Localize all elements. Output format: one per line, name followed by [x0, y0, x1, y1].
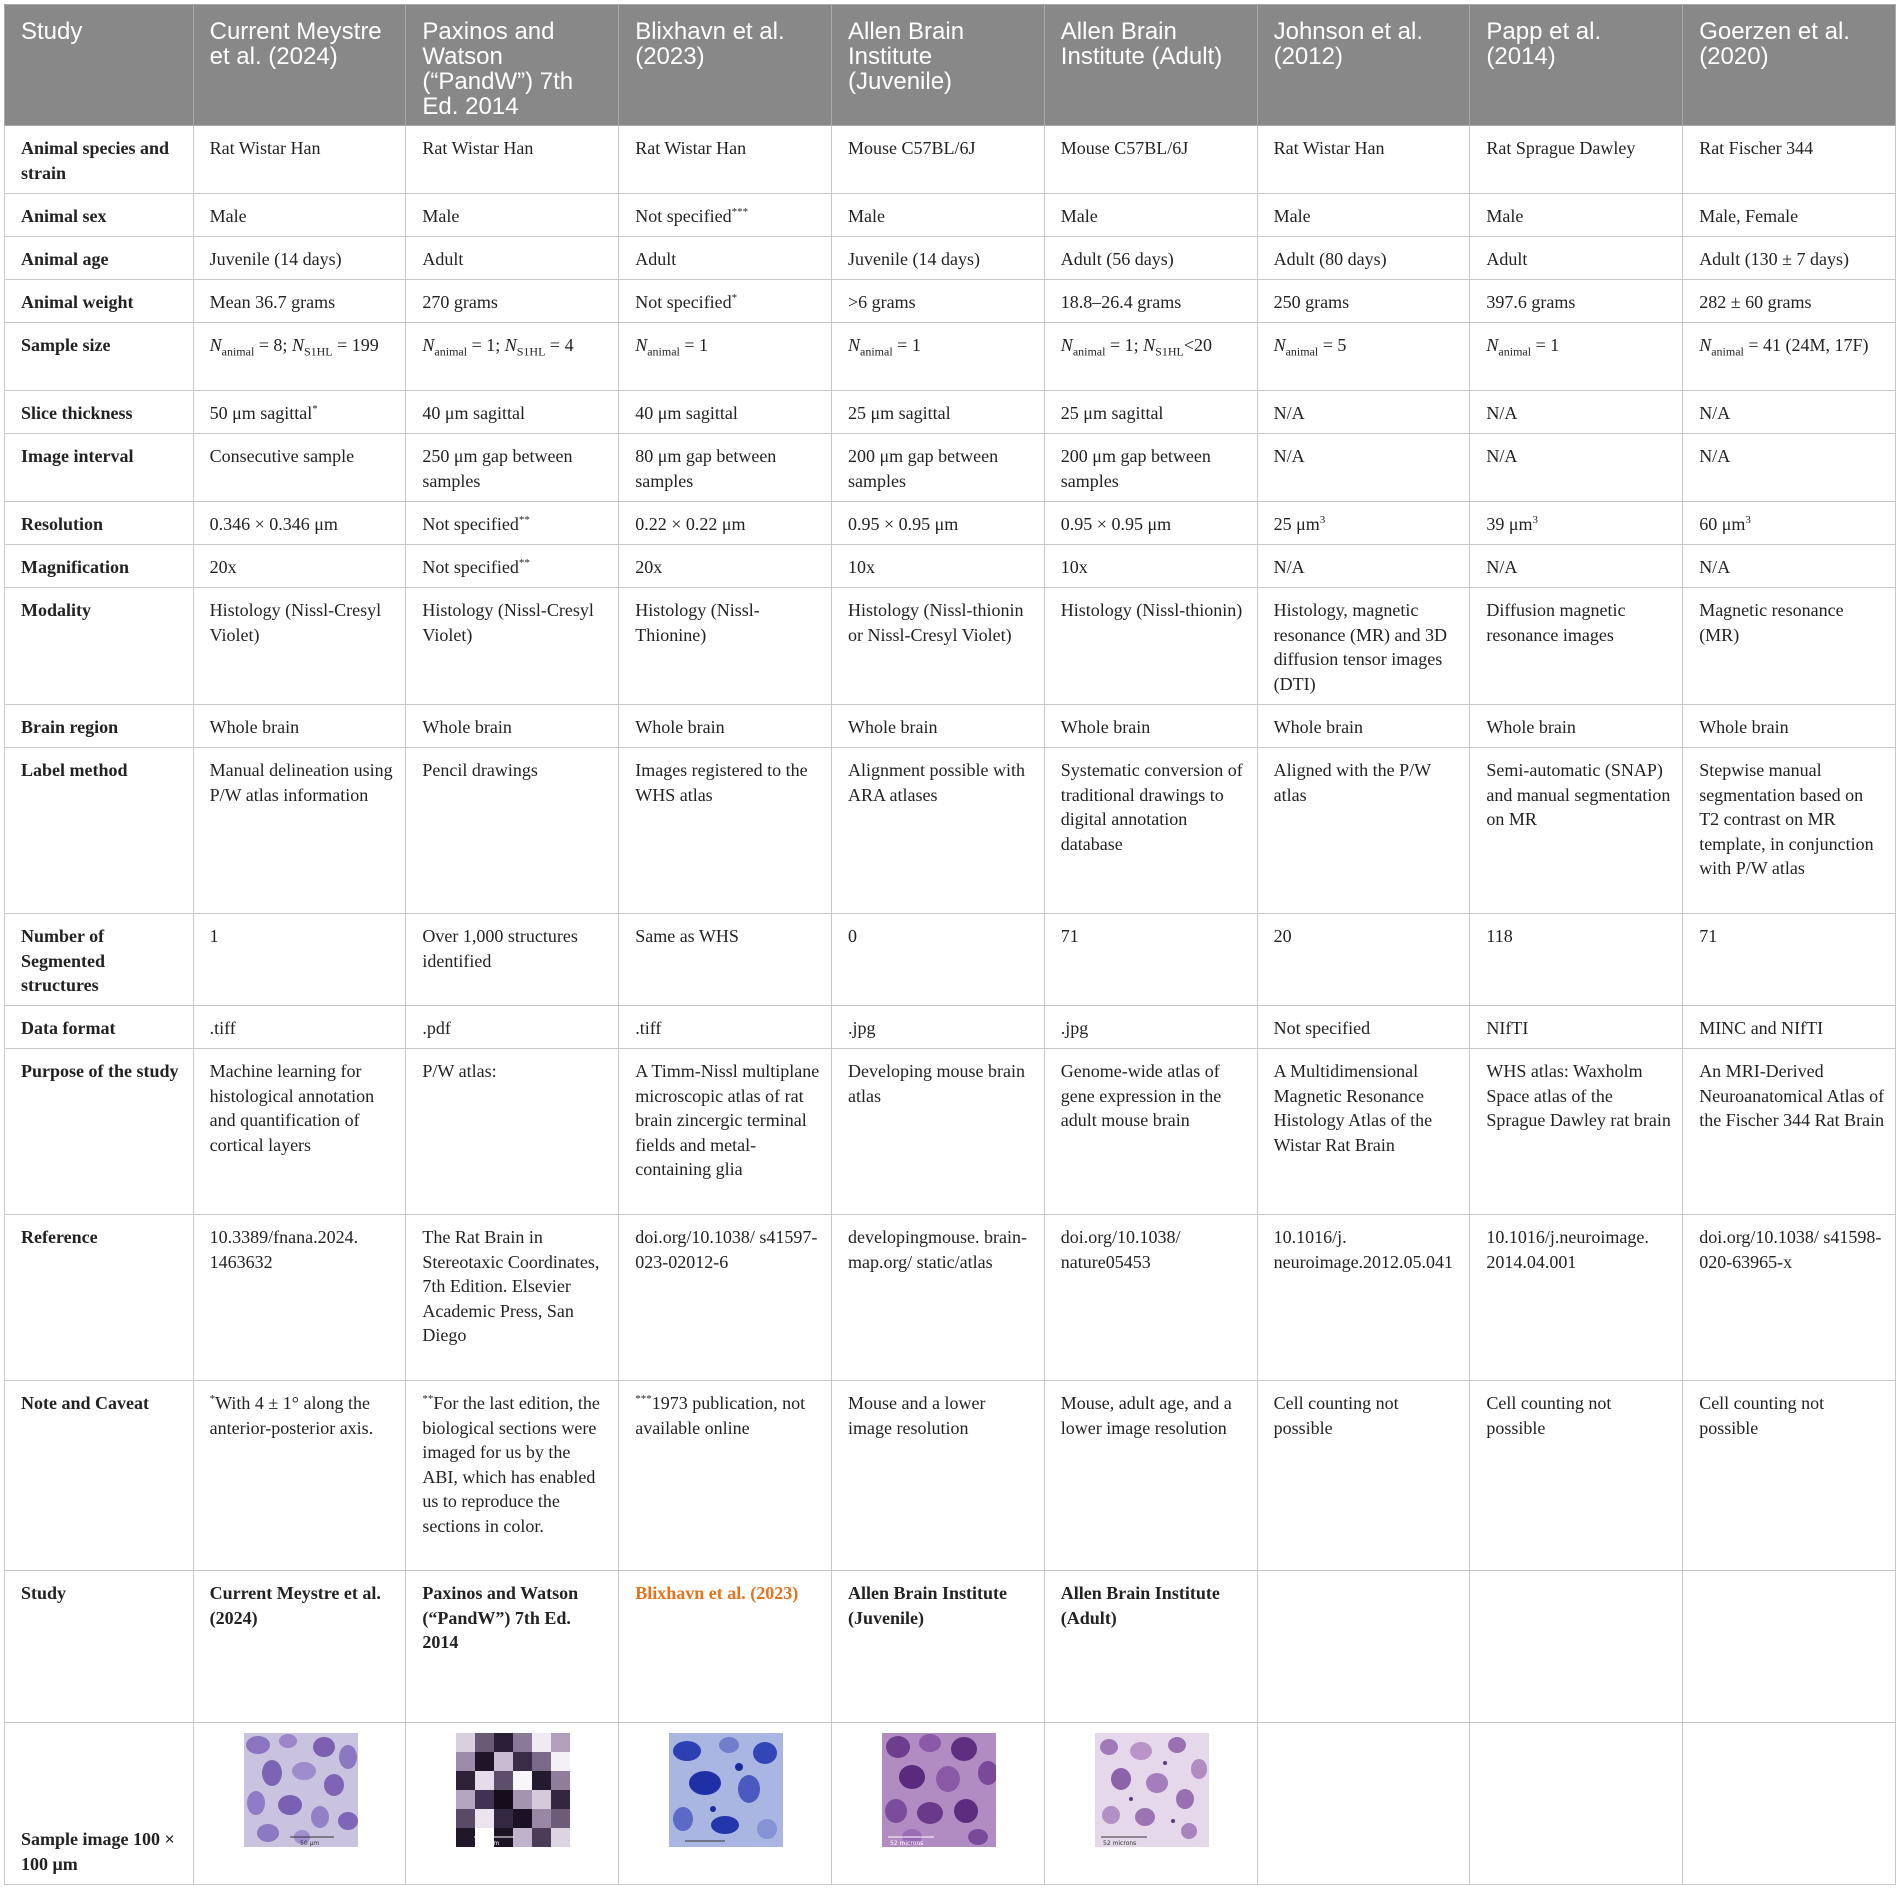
row-label: Animal species and strain: [5, 126, 194, 194]
table-cell: 282 ± 60 grams: [1683, 280, 1896, 323]
table-cell: 10x: [832, 545, 1045, 588]
table-cell: Whole brain: [619, 705, 832, 748]
table-cell: 71: [1044, 914, 1257, 1006]
row-label: Resolution: [5, 502, 194, 545]
table-cell-empty: [1683, 1723, 1896, 1885]
header-cell-allen-juvenile: Allen Brain Institute (Juvenile): [832, 5, 1045, 126]
table-row: [5, 391, 1896, 434]
cell-text: 1973 publication, not available online: [635, 1393, 806, 1438]
reference-cell[interactable]: doi.org/10.1038/ nature05453: [1044, 1215, 1257, 1381]
comparison-table: [4, 4, 1896, 1885]
table-row: [5, 914, 1896, 1006]
table-cell: .jpg: [1044, 1006, 1257, 1049]
table-cell: Paxinos and Watson (“PandW”) 7th Ed. 2014: [406, 1571, 619, 1723]
table-cell: [406, 502, 619, 545]
header-cell-blixhavn: Blixhavn et al. (2023): [619, 5, 832, 126]
table-cell: [619, 280, 832, 323]
table-cell: Male: [1470, 194, 1683, 237]
table-cell: 40 μm sagittal: [619, 391, 832, 434]
table-cell: A Timm-Nissl multiplane microscopic atlas of rat brain zincergic terminal fields and metal-containing glia: [619, 1049, 832, 1215]
table-cell: [1044, 1723, 1257, 1885]
table-cell: [1683, 502, 1896, 545]
superscript: 3: [1532, 514, 1539, 526]
table-cell: [1683, 323, 1896, 391]
table-cell: Allen Brain Institute (Juvenile): [832, 1571, 1045, 1723]
table-cell: Juvenile (14 days): [193, 237, 406, 280]
table-cell: 250 μm gap between samples: [406, 434, 619, 502]
cell-text: 60 μm: [1699, 514, 1746, 534]
row-label: Animal sex: [5, 194, 194, 237]
reference-cell: The Rat Brain in Stereotaxic Coordinates, 7th Edition. Elsevier Academic Press, San Diego: [406, 1215, 619, 1381]
table-cell: 270 grams: [406, 280, 619, 323]
table-row: [5, 748, 1896, 914]
cell-text: = 1;: [1105, 335, 1144, 355]
cell-text: = 1: [679, 335, 709, 355]
row-label: Animal weight: [5, 280, 194, 323]
cell-text: Not specified: [635, 206, 732, 226]
cell-text: = 1: [892, 335, 921, 355]
table-cell: Machine learning for histological annotation and quantification of cortical layers: [193, 1049, 406, 1215]
table-cell: Mouse and a lower image resolution: [832, 1381, 1045, 1571]
n-symbol: N: [635, 335, 648, 355]
table-cell: Developing mouse brain atlas: [832, 1049, 1045, 1215]
footnote-mark: *: [209, 1393, 216, 1405]
n-symbol: N: [209, 335, 222, 355]
table-cell: [193, 1723, 406, 1885]
table-row: [5, 237, 1896, 280]
table-cell: [406, 545, 619, 588]
table-cell: 200 μm gap between samples: [1044, 434, 1257, 502]
n-symbol: N: [1143, 335, 1156, 355]
table-row: [5, 126, 1896, 194]
n-symbol: N: [422, 335, 435, 355]
table-row: [5, 588, 1896, 705]
table-cell: Mouse C57BL/6J: [1044, 126, 1257, 194]
table-cell-empty: [1470, 1723, 1683, 1885]
subscript: animal: [860, 344, 893, 359]
table-cell: 0.346 × 0.346 μm: [193, 502, 406, 545]
table-cell: 20: [1257, 914, 1470, 1006]
n-symbol: N: [1273, 335, 1286, 355]
table-header-row: [5, 5, 1896, 126]
table-cell: >6 grams: [832, 280, 1045, 323]
scale-bar-label: 52 microns: [1102, 1840, 1137, 1847]
table-cell: Histology (Nissl-Cresyl Violet): [193, 588, 406, 705]
table-cell: [193, 323, 406, 391]
cell-text: = 199: [332, 335, 379, 355]
table-cell: N/A: [1470, 391, 1683, 434]
subscript: S1HL: [1155, 344, 1184, 359]
table-row: [5, 434, 1896, 502]
table-cell: A Multidimensional Magnetic Resonance Histology Atlas of the Wistar Rat Brain: [1257, 1049, 1470, 1215]
table-cell: Whole brain: [832, 705, 1045, 748]
reference-cell[interactable]: 10.3389/fnana.2024. 1463632: [193, 1215, 406, 1381]
table-cell: An MRI-Derived Neuroanatomical Atlas of the Fischer 344 Rat Brain: [1683, 1049, 1896, 1215]
row-label: Purpose of the study: [5, 1049, 194, 1215]
table-cell: Diffusion magnetic resonance images: [1470, 588, 1683, 705]
header-cell-allen-adult: Allen Brain Institute (Adult): [1044, 5, 1257, 126]
table-cell: Male: [1044, 194, 1257, 237]
sample-image-paxinos: [456, 1733, 570, 1847]
sample-image-row: [5, 1723, 1896, 1885]
table-cell: Whole brain: [406, 705, 619, 748]
table-cell: Rat Fischer 344: [1683, 126, 1896, 194]
header-cell-johnson: Johnson et al. (2012): [1257, 5, 1470, 126]
table-cell: [1470, 1571, 1683, 1723]
study-link-blixhavn[interactable]: Blixhavn et al. (2023): [619, 1571, 832, 1723]
table-cell: Manual delineation using P/W atlas information: [193, 748, 406, 914]
table-cell: 71: [1683, 914, 1896, 1006]
reference-cell[interactable]: developingmouse. brain-map.org/ static/atlas: [832, 1215, 1045, 1381]
table-cell: Male: [406, 194, 619, 237]
reference-cell[interactable]: doi.org/10.1038/ s41598-020-63965-x: [1683, 1215, 1896, 1381]
row-label: Label method: [5, 748, 194, 914]
histology-image-thionin: [882, 1733, 996, 1847]
table-cell: Cell counting not possible: [1257, 1381, 1470, 1571]
n-symbol: N: [848, 335, 861, 355]
table-cell: P/W atlas:: [406, 1049, 619, 1215]
table-cell: Cell counting not possible: [1470, 1381, 1683, 1571]
table-cell: Images registered to the WHS atlas: [619, 748, 832, 914]
table-cell: Whole brain: [1044, 705, 1257, 748]
n-symbol: N: [291, 335, 304, 355]
row-label: Sample size: [5, 323, 194, 391]
superscript: 3: [1745, 514, 1751, 526]
cell-text: <20: [1183, 335, 1212, 355]
cell-text: = 1;: [467, 335, 505, 355]
scale-bar-label: 52 microns: [890, 1840, 924, 1847]
sample-image-blixhavn: [669, 1733, 783, 1847]
header-cell-goerzen: Goerzen et al. (2020): [1683, 5, 1896, 126]
table-cell: 25 μm sagittal: [832, 391, 1045, 434]
table-cell: Male: [1257, 194, 1470, 237]
table-cell: N/A: [1683, 434, 1896, 502]
table-cell: 20x: [619, 545, 832, 588]
table-cell: Whole brain: [193, 705, 406, 748]
table-cell: [619, 323, 832, 391]
table-cell: N/A: [1470, 434, 1683, 502]
table-cell: N/A: [1683, 545, 1896, 588]
table-cell: [1470, 502, 1683, 545]
table-cell: .jpg: [832, 1006, 1045, 1049]
row-label: Sample image 100 × 100 μm: [5, 1723, 194, 1885]
table-cell: Adult (56 days): [1044, 237, 1257, 280]
cell-text: For the last edition, the biological sections were imaged for us by the ABI, which has enabled us to reproduce the sections in color.: [422, 1393, 600, 1536]
table-cell: Alignment possible with ARA atlases: [832, 748, 1045, 914]
table-cell: [1257, 502, 1470, 545]
subscript: animal: [221, 344, 255, 359]
footnote-mark: *: [731, 292, 738, 304]
row-label: Image interval: [5, 434, 194, 502]
table-cell: Allen Brain Institute (Adult): [1044, 1571, 1257, 1723]
header-cell-study: Study: [5, 5, 194, 126]
row-label: Slice thickness: [5, 391, 194, 434]
table-cell: [619, 1381, 832, 1571]
table-cell: [1683, 1571, 1896, 1723]
table-row: [5, 545, 1896, 588]
cell-text: = 5: [1318, 335, 1347, 355]
row-label: Data format: [5, 1006, 194, 1049]
table-row: [5, 1006, 1896, 1049]
subscript: animal: [1285, 344, 1319, 359]
table-cell: Consecutive sample: [193, 434, 406, 502]
n-symbol: N: [1486, 335, 1499, 355]
histology-image-violet: [244, 1733, 358, 1847]
table-cell: Histology (Nissl-thionin or Nissl-Cresyl Violet): [832, 588, 1045, 705]
table-row: [5, 1215, 1896, 1381]
histology-image-blue: [669, 1733, 783, 1847]
footnote-mark: *: [312, 403, 318, 415]
row-label: Animal age: [5, 237, 194, 280]
table-row: [5, 1571, 1896, 1723]
table-cell: Adult: [619, 237, 832, 280]
table-cell: 250 grams: [1257, 280, 1470, 323]
footnote-mark: ***: [635, 1393, 652, 1405]
subscript: animal: [647, 344, 680, 359]
table-cell: Adult: [1470, 237, 1683, 280]
cell-text: = 1: [1531, 335, 1560, 355]
table-cell: [832, 323, 1045, 391]
cell-text: = 8;: [254, 335, 292, 355]
subscript: S1HL: [303, 344, 333, 359]
table-cell: 397.6 grams: [1470, 280, 1683, 323]
n-symbol: N: [1060, 335, 1073, 355]
table-cell: 0.22 × 0.22 μm: [619, 502, 832, 545]
comparison-table-wrapper: [4, 4, 1896, 1885]
table-cell-empty: [1257, 1723, 1470, 1885]
cell-text: With 4 ± 1° along the anterior-posterior axis.: [209, 1393, 374, 1438]
table-cell: Mouse C57BL/6J: [832, 126, 1045, 194]
reference-cell[interactable]: 10.1016/j. neuroimage.2012.05.041: [1257, 1215, 1470, 1381]
row-label: Modality: [5, 588, 194, 705]
table-cell: N/A: [1683, 391, 1896, 434]
footnote-mark: ***: [731, 206, 749, 218]
table-cell: 200 μm gap between samples: [832, 434, 1045, 502]
table-cell: Not specified: [1257, 1006, 1470, 1049]
subscript: animal: [1498, 344, 1532, 359]
table-cell: Histology (Nissl-thionin): [1044, 588, 1257, 705]
sample-image-allen-adult: [1095, 1733, 1209, 1847]
table-cell: [406, 1723, 619, 1885]
table-cell: 25 μm sagittal: [1044, 391, 1257, 434]
cell-text: Not specified: [422, 514, 519, 534]
sample-image-allen-juvenile: [882, 1733, 996, 1847]
table-cell: Genome-wide atlas of gene expression in the adult mouse brain: [1044, 1049, 1257, 1215]
superscript: 3: [1319, 514, 1326, 526]
table-cell: Cell counting not possible: [1683, 1381, 1896, 1571]
table-cell: [1470, 323, 1683, 391]
scale-bar-label: 50 μm: [480, 1840, 500, 1847]
table-cell: [406, 323, 619, 391]
table-cell: Histology (Nissl-Thionine): [619, 588, 832, 705]
table-cell: Adult (80 days): [1257, 237, 1470, 280]
n-symbol: N: [504, 335, 517, 355]
table-row: [5, 1381, 1896, 1571]
footnote-mark: **: [518, 557, 530, 569]
table-cell: N/A: [1257, 391, 1470, 434]
table-cell: Rat Sprague Dawley: [1470, 126, 1683, 194]
table-cell: Pencil drawings: [406, 748, 619, 914]
table-cell: NIfTI: [1470, 1006, 1683, 1049]
table-cell: N/A: [1257, 545, 1470, 588]
footnote-mark: **: [422, 1393, 434, 1405]
table-cell: 18.8–26.4 grams: [1044, 280, 1257, 323]
table-cell: 10x: [1044, 545, 1257, 588]
table-cell: MINC and NIfTI: [1683, 1006, 1896, 1049]
row-label: Reference: [5, 1215, 194, 1381]
row-label: Magnification: [5, 545, 194, 588]
table-cell: .tiff: [193, 1006, 406, 1049]
reference-cell[interactable]: doi.org/10.1038/ s41597-023-02012-6: [619, 1215, 832, 1381]
table-cell: Systematic conversion of traditional drawings to digital annotation database: [1044, 748, 1257, 914]
table-cell: Current Meystre et al. (2024): [193, 1571, 406, 1723]
table-cell: 0.95 × 0.95 μm: [832, 502, 1045, 545]
table-cell: 80 μm gap between samples: [619, 434, 832, 502]
sample-image-meystre: [244, 1733, 358, 1847]
table-cell: 1: [193, 914, 406, 1006]
table-cell: [193, 1381, 406, 1571]
cell-text: 25 μm: [1273, 514, 1320, 534]
table-cell: [619, 194, 832, 237]
table-cell: Whole brain: [1470, 705, 1683, 748]
table-cell: 0.95 × 0.95 μm: [1044, 502, 1257, 545]
cell-text: 39 μm: [1486, 514, 1533, 534]
scale-bar-label: 50 μm: [299, 1840, 319, 1847]
table-cell: Adult (130 ± 7 days): [1683, 237, 1896, 280]
table-cell: 20x: [193, 545, 406, 588]
table-cell: Histology (Nissl-Cresyl Violet): [406, 588, 619, 705]
table-cell: [619, 1723, 832, 1885]
n-symbol: N: [1699, 335, 1712, 355]
table-cell: Semi-automatic (SNAP) and manual segmentation on MR: [1470, 748, 1683, 914]
table-cell: Aligned with the P/W atlas: [1257, 748, 1470, 914]
cell-text: Not specified: [422, 557, 519, 577]
table-cell: N/A: [1257, 434, 1470, 502]
histology-image-thionin-light: [1095, 1733, 1209, 1847]
table-cell: 40 μm sagittal: [406, 391, 619, 434]
table-cell: [406, 1381, 619, 1571]
table-row: [5, 194, 1896, 237]
row-label: Study: [5, 1571, 194, 1723]
subscript: animal: [434, 344, 468, 359]
table-cell: Male: [193, 194, 406, 237]
footnote-mark: **: [518, 514, 530, 526]
table-cell: .tiff: [619, 1006, 832, 1049]
table-cell: [193, 391, 406, 434]
table-cell: .pdf: [406, 1006, 619, 1049]
table-cell: WHS atlas: Waxholm Space atlas of the Sprague Dawley rat brain: [1470, 1049, 1683, 1215]
table-cell: Rat Wistar Han: [406, 126, 619, 194]
table-cell: Whole brain: [1257, 705, 1470, 748]
table-cell: [1257, 1571, 1470, 1723]
table-cell: Male, Female: [1683, 194, 1896, 237]
subscript: animal: [1711, 344, 1744, 359]
histology-image-pixelated: [456, 1733, 570, 1847]
cell-text: Not specified: [635, 292, 732, 312]
row-label: Number of Segmented structures: [5, 914, 194, 1006]
table-cell: [832, 1723, 1045, 1885]
table-cell: Histology, magnetic resonance (MR) and 3D diffusion tensor images (DTI): [1257, 588, 1470, 705]
table-cell: Mouse, adult age, and a lower image resolution: [1044, 1381, 1257, 1571]
header-cell-meystre: Current Meystre et al. (2024): [193, 5, 406, 126]
table-row: [5, 705, 1896, 748]
table-cell: Rat Wistar Han: [193, 126, 406, 194]
table-cell: [1257, 323, 1470, 391]
table-cell: Rat Wistar Han: [619, 126, 832, 194]
row-label: Note and Caveat: [5, 1381, 194, 1571]
cell-text: = 41 (24M, 17F): [1743, 335, 1869, 355]
table-row: [5, 1049, 1896, 1215]
table-cell: Adult: [406, 237, 619, 280]
reference-cell[interactable]: 10.1016/j.neuroimage. 2014.04.001: [1470, 1215, 1683, 1381]
table-cell: Same as WHS: [619, 914, 832, 1006]
table-cell: Rat Wistar Han: [1257, 126, 1470, 194]
table-cell: 118: [1470, 914, 1683, 1006]
table-cell: Male: [832, 194, 1045, 237]
header-cell-papp: Papp et al. (2014): [1470, 5, 1683, 126]
table-cell: Whole brain: [1683, 705, 1896, 748]
subscript: S1HL: [516, 344, 546, 359]
table-cell: Magnetic resonance (MR): [1683, 588, 1896, 705]
table-cell: Juvenile (14 days): [832, 237, 1045, 280]
cell-text: 50 μm sagittal: [209, 403, 313, 423]
row-label: Brain region: [5, 705, 194, 748]
table-cell: [1044, 323, 1257, 391]
table-row: [5, 502, 1896, 545]
header-cell-paxinos: Paxinos and Watson (“PandW”) 7th Ed. 2014: [406, 5, 619, 126]
table-row: [5, 280, 1896, 323]
table-cell: Stepwise manual segmentation based on T2 contrast on MR template, in conjunction with P/W atlas: [1683, 748, 1896, 914]
table-cell: N/A: [1470, 545, 1683, 588]
subscript: animal: [1072, 344, 1106, 359]
table-row: [5, 323, 1896, 391]
table-cell: Over 1,000 structures identified: [406, 914, 619, 1006]
cell-text: = 4: [545, 335, 574, 355]
table-cell: Mean 36.7 grams: [193, 280, 406, 323]
table-cell: 0: [832, 914, 1045, 1006]
